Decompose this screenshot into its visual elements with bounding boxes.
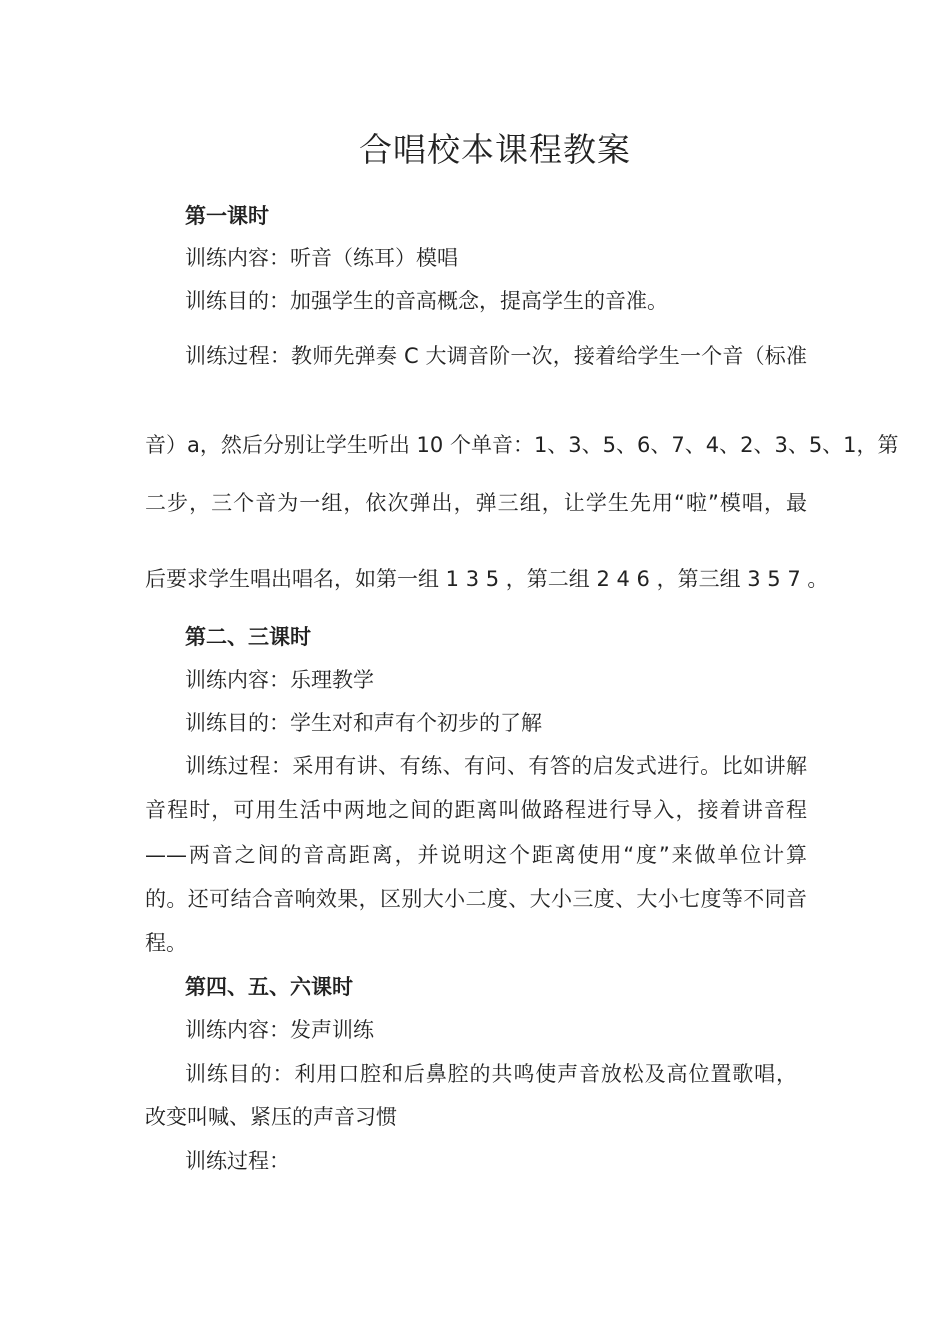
document-title: 合唱校本课程教案 bbox=[359, 130, 631, 169]
section-heading-lessons-2-3: 第二、三课时 bbox=[185, 625, 311, 649]
training-goal-3-line-2: 改变叫喊、紧压的声音习惯 bbox=[145, 1105, 397, 1129]
training-process-1-line-3: 二步，三个音为一组，依次弹出，弹三组，让学生先用“啦”模唱，最 bbox=[145, 491, 807, 515]
section-heading-lessons-4-5-6: 第四、五、六课时 bbox=[185, 975, 353, 999]
section-heading-lesson-1: 第一课时 bbox=[185, 204, 269, 228]
training-process-3: 训练过程： bbox=[185, 1149, 290, 1173]
training-content-2: 训练内容：乐理教学 bbox=[185, 668, 374, 692]
training-process-1-line-1: 训练过程：教师先弹奏 C 大调音阶一次，接着给学生一个音（标准 bbox=[185, 344, 807, 368]
training-content-3: 训练内容：发声训练 bbox=[185, 1018, 374, 1042]
training-goal-2: 训练目的：学生对和声有个初步的了解 bbox=[185, 711, 542, 735]
training-process-1-line-4: 后要求学生唱出唱名，如第一组 1 3 5 ，第二组 2 4 6 ，第三组 3 5 7 。 bbox=[145, 567, 829, 591]
training-goal-1: 训练目的：加强学生的音高概念，提高学生的音准。 bbox=[185, 289, 668, 313]
training-process-2-line-3: ——两音之间的音高距离，并说明这个距离使用“度”来做单位计算 bbox=[145, 843, 807, 867]
training-process-1-line-2: 音）a，然后分别让学生听出 10 个单音：1、3、5、6、7、4、2、3、5、1，第 bbox=[145, 433, 899, 457]
training-goal-3-line-1: 训练目的：利用口腔和后鼻腔的共鸣使声音放松及高位置歌唱， bbox=[185, 1062, 797, 1086]
training-content-1: 训练内容：听音（练耳）模唱 bbox=[185, 246, 458, 270]
training-process-2-line-1: 训练过程：采用有讲、有练、有问、有答的启发式进行。比如讲解 bbox=[185, 754, 807, 778]
training-process-2-line-4: 的。还可结合音响效果，区别大小二度、大小三度、大小七度等不同音 bbox=[145, 887, 807, 911]
training-process-2-line-5: 程。 bbox=[145, 931, 187, 955]
training-process-2-line-2: 音程时，可用生活中两地之间的距离叫做路程进行导入，接着讲音程 bbox=[145, 798, 807, 822]
